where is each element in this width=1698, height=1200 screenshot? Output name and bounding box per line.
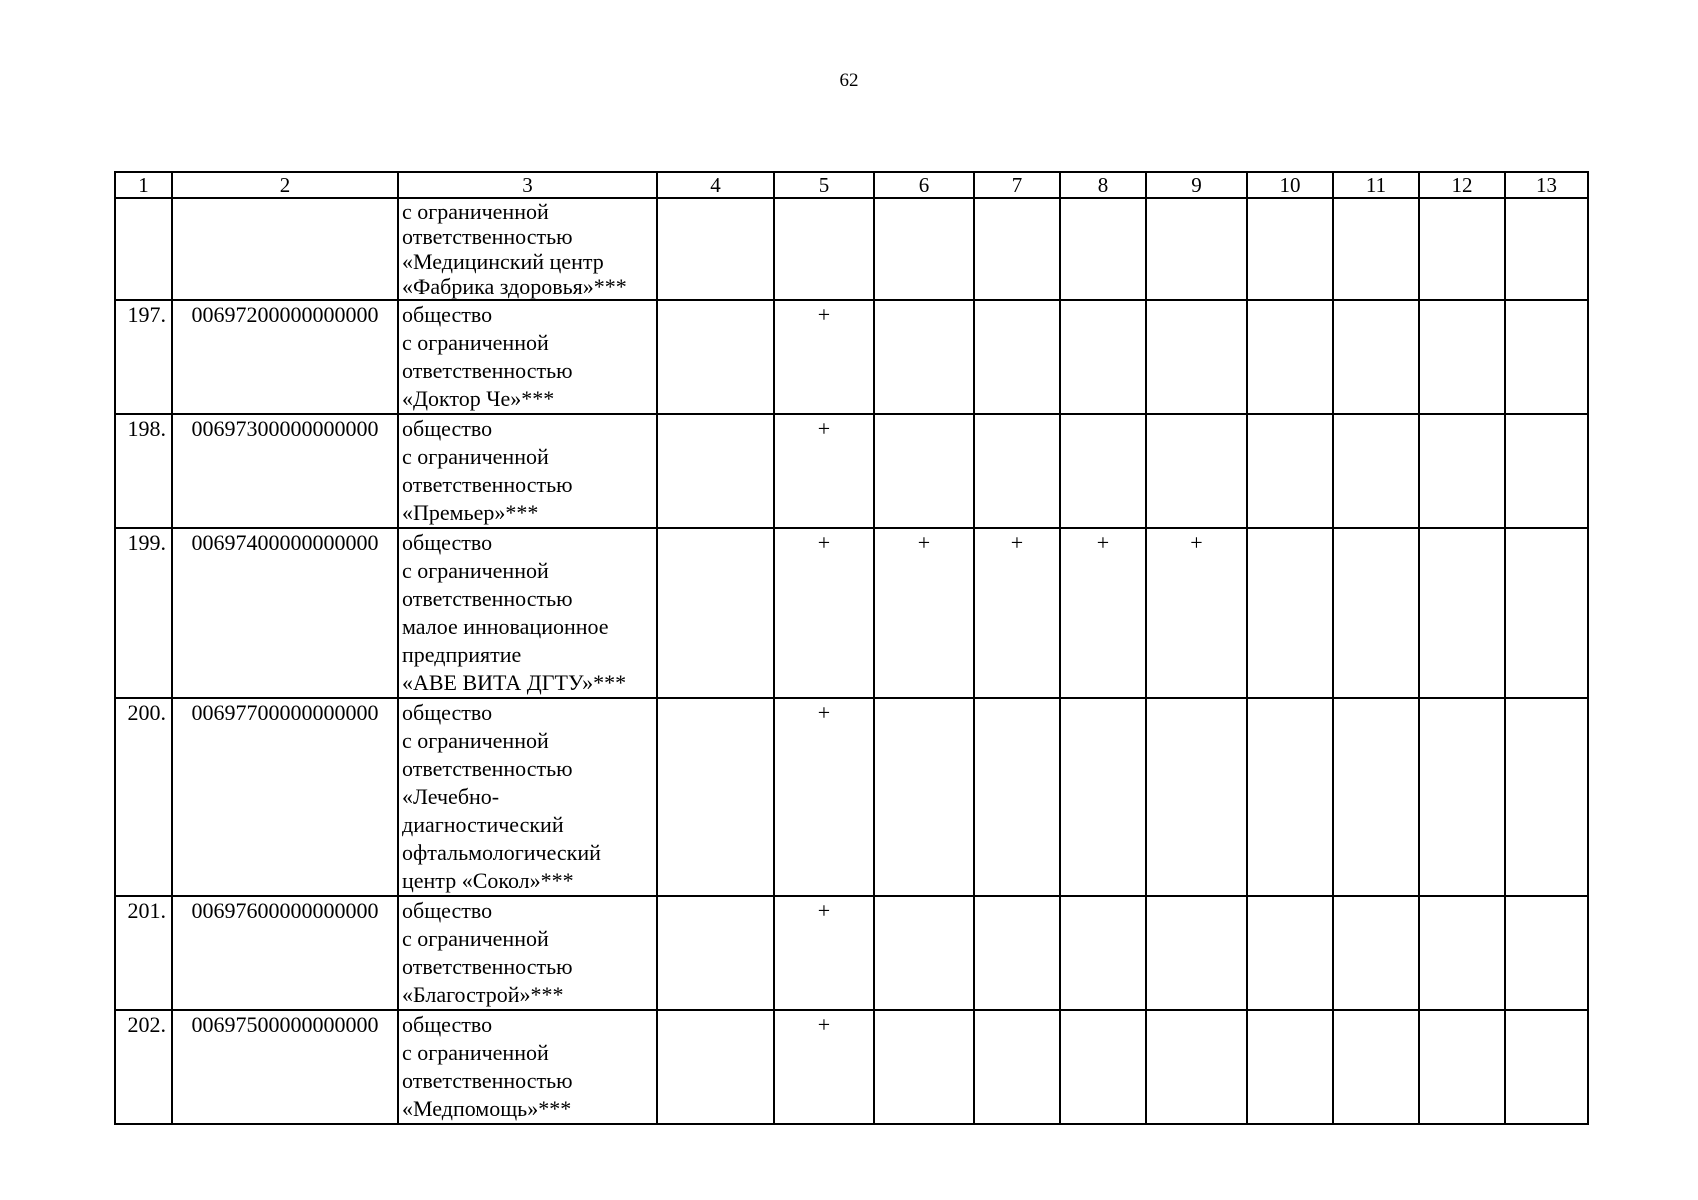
mark-col-13	[1505, 300, 1588, 414]
header-row	[115, 172, 1588, 198]
organization-name-line: «Лечебно-	[402, 784, 500, 809]
registry-code	[172, 198, 398, 300]
organization-name	[398, 698, 657, 896]
column-header-3: 3	[398, 172, 657, 198]
mark-col-8	[1060, 300, 1146, 414]
mark-col-11	[1333, 300, 1419, 414]
mark-col-10	[1247, 198, 1333, 300]
mark-col-10	[1247, 698, 1333, 896]
mark-col-6	[874, 1010, 974, 1124]
organization-name-line: ответственностью	[402, 756, 573, 781]
organization-name-line: с ограниченной	[402, 926, 549, 951]
organization-name-line: с ограниченной	[402, 444, 549, 469]
registry-table	[114, 171, 1589, 1125]
column-header-12: 12	[1419, 172, 1505, 198]
organization-name	[398, 896, 657, 1010]
mark-col-7	[974, 896, 1060, 1010]
organization-name-line: центр «Сокол»***	[402, 868, 574, 893]
organization-name-line: общество	[402, 302, 493, 327]
organization-name-line: «Премьер»***	[402, 500, 539, 525]
mark-col-4	[657, 300, 774, 414]
mark-col-10	[1247, 528, 1333, 698]
mark-col-9: +	[1146, 528, 1247, 698]
mark-col-4	[657, 896, 774, 1010]
mark-col-7	[974, 698, 1060, 896]
organization-name-line: «Фабрика здоровья»***	[402, 274, 627, 299]
mark-col-8	[1060, 414, 1146, 528]
mark-col-13	[1505, 528, 1588, 698]
mark-col-12	[1419, 198, 1505, 300]
organization-name-line: ответственностью	[402, 224, 573, 249]
organization-name-line: ответственностью	[402, 586, 573, 611]
organization-name-line: «Благострой»***	[402, 982, 564, 1007]
mark-col-5: +	[774, 414, 874, 528]
mark-col-8	[1060, 198, 1146, 300]
column-header-8: 8	[1060, 172, 1146, 198]
organization-name-line: общество	[402, 1012, 493, 1037]
row-number: 201.	[115, 896, 172, 1010]
table-body	[115, 198, 1588, 1124]
organization-name	[398, 300, 657, 414]
organization-name-line: общество	[402, 530, 493, 555]
organization-name	[398, 1010, 657, 1124]
column-header-9: 9	[1146, 172, 1247, 198]
organization-name-line: «Медпомощь»***	[402, 1096, 572, 1121]
page-number: 62	[839, 70, 859, 91]
mark-col-9	[1146, 198, 1247, 300]
organization-name-line: ответственностью	[402, 1068, 573, 1093]
mark-col-6	[874, 896, 974, 1010]
organization-name-line: диагностический	[402, 812, 564, 837]
mark-col-4	[657, 698, 774, 896]
mark-col-7	[974, 300, 1060, 414]
mark-col-11	[1333, 1010, 1419, 1124]
registry-code: 00697600000000000	[172, 896, 398, 1010]
mark-col-11	[1333, 528, 1419, 698]
row-number: 202.	[115, 1010, 172, 1124]
mark-col-12	[1419, 528, 1505, 698]
mark-col-8: +	[1060, 528, 1146, 698]
mark-col-11	[1333, 198, 1419, 300]
mark-col-4	[657, 414, 774, 528]
column-header-6: 6	[874, 172, 974, 198]
mark-col-10	[1247, 414, 1333, 528]
mark-col-6	[874, 198, 974, 300]
mark-col-11	[1333, 414, 1419, 528]
mark-col-9	[1146, 896, 1247, 1010]
mark-col-5: +	[774, 896, 874, 1010]
registry-code: 00697200000000000	[172, 300, 398, 414]
table-row	[115, 1010, 1588, 1124]
mark-col-6	[874, 300, 974, 414]
mark-col-10	[1247, 1010, 1333, 1124]
mark-col-13	[1505, 698, 1588, 896]
mark-col-7	[974, 414, 1060, 528]
mark-col-13	[1505, 198, 1588, 300]
mark-col-7	[974, 1010, 1060, 1124]
organization-name-line: «Доктор Че»***	[402, 386, 555, 411]
organization-name-line: предприятие	[402, 642, 522, 667]
row-number: 199.	[115, 528, 172, 698]
mark-col-11	[1333, 896, 1419, 1010]
organization-name-line: ответственностью	[402, 358, 573, 383]
organization-name-line: ответственностью	[402, 472, 573, 497]
mark-col-9	[1146, 1010, 1247, 1124]
registry-code: 00697700000000000	[172, 698, 398, 896]
mark-col-7: +	[974, 528, 1060, 698]
row-number: 197.	[115, 300, 172, 414]
column-header-10: 10	[1247, 172, 1333, 198]
column-header-7: 7	[974, 172, 1060, 198]
organization-name	[398, 198, 657, 300]
mark-col-5: +	[774, 528, 874, 698]
mark-col-5: +	[774, 300, 874, 414]
mark-col-12	[1419, 896, 1505, 1010]
column-header-11: 11	[1333, 172, 1419, 198]
mark-col-13	[1505, 1010, 1588, 1124]
column-header-5: 5	[774, 172, 874, 198]
organization-name-line: общество	[402, 416, 493, 441]
table-row	[115, 300, 1588, 414]
mark-col-13	[1505, 896, 1588, 1010]
mark-col-12	[1419, 1010, 1505, 1124]
mark-col-6: +	[874, 528, 974, 698]
mark-col-10	[1247, 300, 1333, 414]
mark-col-5: +	[774, 1010, 874, 1124]
organization-name-line: с ограниченной	[402, 558, 549, 583]
organization-name-line: ответственностью	[402, 954, 573, 979]
table-row	[115, 198, 1588, 300]
mark-col-4	[657, 198, 774, 300]
column-header-13: 13	[1505, 172, 1588, 198]
column-header-4: 4	[657, 172, 774, 198]
organization-name-line: с ограниченной	[402, 330, 549, 355]
organization-name-line: с ограниченной	[402, 199, 549, 224]
registry-code: 00697500000000000	[172, 1010, 398, 1124]
mark-col-13	[1505, 414, 1588, 528]
mark-col-8	[1060, 1010, 1146, 1124]
column-header-2: 2	[172, 172, 398, 198]
mark-col-12	[1419, 698, 1505, 896]
organization-name-line: «АВЕ ВИТА ДГТУ»***	[402, 670, 627, 695]
organization-name-line: офтальмологический	[402, 840, 601, 865]
mark-col-6	[874, 698, 974, 896]
mark-col-4	[657, 1010, 774, 1124]
organization-name-line: с ограниченной	[402, 1040, 549, 1065]
mark-col-12	[1419, 300, 1505, 414]
row-number: 200.	[115, 698, 172, 896]
organization-name-line: общество	[402, 700, 493, 725]
mark-col-6	[874, 414, 974, 528]
mark-col-4	[657, 528, 774, 698]
table-row	[115, 528, 1588, 698]
mark-col-9	[1146, 698, 1247, 896]
registry-code: 00697400000000000	[172, 528, 398, 698]
table-row	[115, 414, 1588, 528]
mark-col-11	[1333, 698, 1419, 896]
row-number	[115, 198, 172, 300]
mark-col-9	[1146, 414, 1247, 528]
mark-col-9	[1146, 300, 1247, 414]
column-header-1: 1	[115, 172, 172, 198]
mark-col-7	[974, 198, 1060, 300]
mark-col-5: +	[774, 698, 874, 896]
mark-col-8	[1060, 896, 1146, 1010]
table-row	[115, 896, 1588, 1010]
mark-col-8	[1060, 698, 1146, 896]
organization-name	[398, 414, 657, 528]
organization-name	[398, 528, 657, 698]
mark-col-5	[774, 198, 874, 300]
row-number: 198.	[115, 414, 172, 528]
mark-col-10	[1247, 896, 1333, 1010]
table-row	[115, 698, 1588, 896]
organization-name-line: с ограниченной	[402, 728, 549, 753]
organization-name-line: «Медицинский центр	[402, 249, 604, 274]
mark-col-12	[1419, 414, 1505, 528]
organization-name-line: малое инновационное	[402, 614, 609, 639]
organization-name-line: общество	[402, 898, 493, 923]
registry-code: 00697300000000000	[172, 414, 398, 528]
